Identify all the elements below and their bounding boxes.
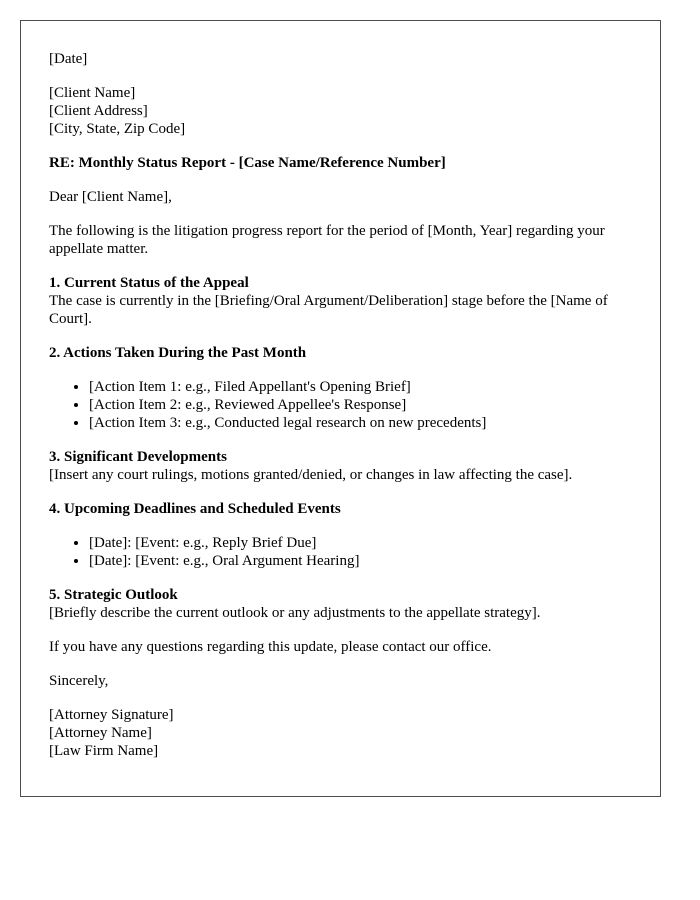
list-item: • [Action Item 3: e.g., Conducted legal research on new precedents] [89, 414, 632, 432]
section-strategic-outlook [49, 586, 632, 622]
section-heading: 5. Strategic Outlook [49, 587, 178, 603]
signature-block [49, 706, 632, 760]
letter-date: [Date] [49, 51, 88, 67]
list-item: • [Date]: [Event: e.g., Reply Brief Due] [89, 534, 632, 552]
section-body: [Briefly describe the current outlook or any adjustments to the appellate strategy]. [49, 605, 541, 621]
list-item: • [Action Item 1: e.g., Filed Appellant's Opening Brief] [89, 378, 632, 396]
salutation: Dear [Client Name], [49, 189, 172, 205]
attorney-signature: [Attorney Signature] [49, 707, 174, 723]
section-body: The case is currently in the [Briefing/Oral Argument/Deliberation] stage before the [Name of Court]. [49, 293, 608, 327]
letter-page [20, 20, 661, 797]
section-heading: 3. Significant Developments [49, 449, 227, 465]
intro-paragraph: The following is the litigation progress report for the period of [Month, Year] regarding your appellate matter. [49, 223, 605, 257]
section-heading-actions: 2. Actions Taken During the Past Month [49, 345, 307, 361]
section-heading: 1. Current Status of the Appeal [49, 275, 249, 291]
section-body: [Insert any court rulings, motions granted/denied, or changes in law affecting the case]. [49, 467, 573, 483]
valediction: Sincerely, [49, 673, 109, 689]
client-city-state-zip: [City, State, Zip Code] [49, 121, 186, 137]
deadlines-list [49, 534, 632, 570]
actions-list [49, 378, 632, 432]
section-significant-developments [49, 448, 632, 484]
client-address: [Client Address] [49, 103, 148, 119]
client-name: [Client Name] [49, 85, 136, 101]
law-firm-name: [Law Firm Name] [49, 743, 159, 759]
client-address-block [49, 84, 632, 138]
attorney-name: [Attorney Name] [49, 725, 152, 741]
re-line: RE: Monthly Status Report - [Case Name/Reference Number] [49, 155, 446, 171]
list-item: • [Date]: [Event: e.g., Oral Argument Hearing] [89, 552, 632, 570]
section-current-status [49, 274, 632, 328]
closing-note: If you have any questions regarding this update, please contact our office. [49, 639, 492, 655]
section-heading-deadlines: 4. Upcoming Deadlines and Scheduled Events [49, 501, 341, 517]
list-item: • [Action Item 2: e.g., Reviewed Appellee's Response] [89, 396, 632, 414]
